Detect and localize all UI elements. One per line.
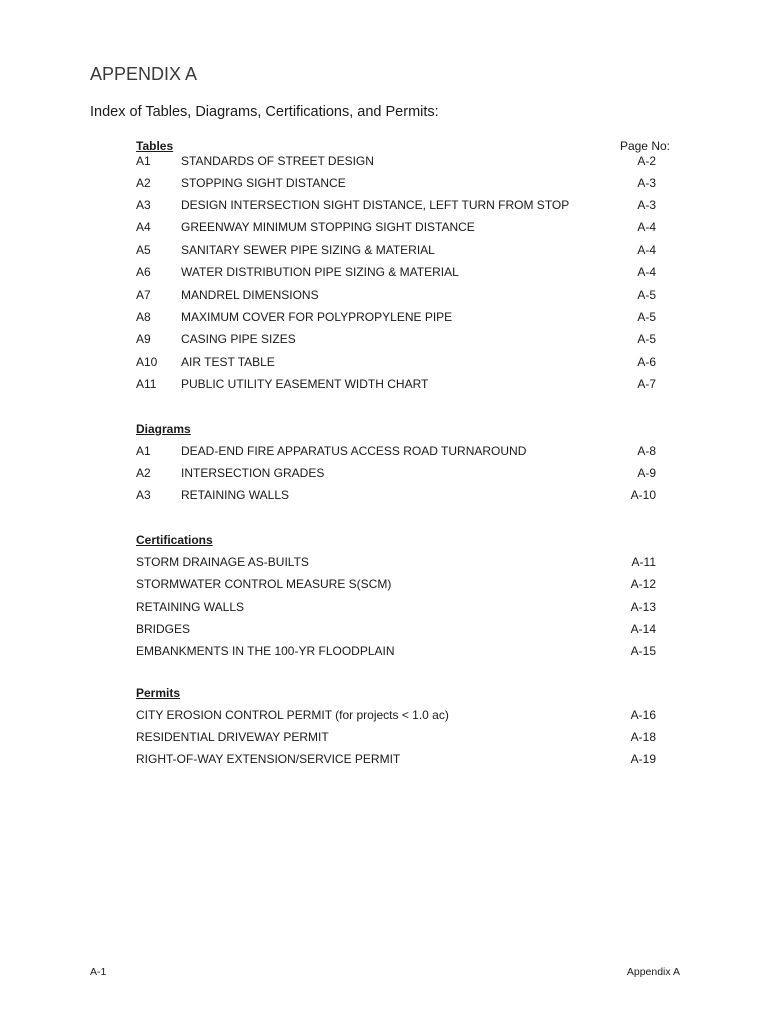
row-page: A-3 xyxy=(637,198,656,212)
row-page: A-4 xyxy=(637,243,656,257)
row-code: A8 xyxy=(136,310,151,324)
table-row xyxy=(136,243,670,259)
row-page: A-5 xyxy=(637,288,656,302)
page-title: APPENDIX A xyxy=(90,64,198,84)
row-code: A3 xyxy=(136,488,151,502)
table-row xyxy=(136,154,670,170)
row-title: DEAD-END FIRE APPARATUS ACCESS ROAD TURNAROUND xyxy=(181,444,527,458)
page-no-header: Page No: xyxy=(619,139,670,153)
row-code: A2 xyxy=(136,176,151,190)
row-title: RETAINING WALLS xyxy=(181,488,290,502)
table-row xyxy=(136,310,670,326)
row-title: SANITARY SEWER PIPE SIZING & MATERIAL xyxy=(181,243,435,257)
row-page: A-13 xyxy=(630,600,656,614)
certification-row xyxy=(136,555,670,571)
row-page: A-2 xyxy=(637,154,656,168)
table-row xyxy=(136,265,670,281)
row-title: CITY EROSION CONTROL PERMIT (for projects < 1.0 ac) xyxy=(136,708,449,722)
row-page: A-6 xyxy=(637,355,656,369)
row-page: A-5 xyxy=(637,310,656,324)
table-row xyxy=(136,220,670,236)
row-page: A-19 xyxy=(630,752,656,766)
certifications-heading: Certifications xyxy=(136,533,213,547)
row-code: A1 xyxy=(136,154,151,168)
row-title: RETAINING WALLS xyxy=(136,600,245,614)
row-code: A1 xyxy=(136,444,151,458)
row-code: A3 xyxy=(136,198,151,212)
row-title: STANDARDS OF STREET DESIGN xyxy=(181,154,374,168)
row-page: A-4 xyxy=(637,220,656,234)
row-code: A4 xyxy=(136,220,151,234)
footer-page-number: A-1 xyxy=(90,966,107,978)
permit-row xyxy=(136,708,670,724)
row-title: WATER DISTRIBUTION PIPE SIZING & MATERIAL xyxy=(181,265,459,279)
table-row xyxy=(136,176,670,192)
row-code: A6 xyxy=(136,265,151,279)
certification-row xyxy=(136,622,670,638)
row-title: BRIDGES xyxy=(136,622,191,636)
row-title: MAXIMUM COVER FOR POLYPROPYLENE PIPE xyxy=(181,310,453,324)
row-title: STORMWATER CONTROL MEASURE S(SCM) xyxy=(136,577,392,591)
table-row xyxy=(136,377,670,393)
row-title: STORM DRAINAGE AS-BUILTS xyxy=(136,555,309,569)
tables-heading: Tables xyxy=(136,139,174,153)
row-title: MANDREL DIMENSIONS xyxy=(181,288,319,302)
diagram-row xyxy=(136,488,670,504)
table-row xyxy=(136,198,670,214)
row-title: RIGHT-OF-WAY EXTENSION/SERVICE PERMIT xyxy=(136,752,401,766)
row-page: A-4 xyxy=(637,265,656,279)
row-title: DESIGN INTERSECTION SIGHT DISTANCE, LEFT TURN FROM STOP xyxy=(181,198,570,212)
row-title: STOPPING SIGHT DISTANCE xyxy=(181,176,346,190)
row-title: RESIDENTIAL DRIVEWAY PERMIT xyxy=(136,730,329,744)
row-title: PUBLIC UTILITY EASEMENT WIDTH CHART xyxy=(181,377,429,391)
row-page: A-16 xyxy=(630,708,656,722)
row-page: A-5 xyxy=(637,332,656,346)
row-code: A10 xyxy=(136,355,158,369)
row-title: AIR TEST TABLE xyxy=(181,355,275,369)
row-page: A-7 xyxy=(637,377,656,391)
permit-row xyxy=(136,752,670,768)
diagram-row xyxy=(136,466,670,482)
row-page: A-8 xyxy=(637,444,656,458)
diagram-row xyxy=(136,444,670,460)
permit-row xyxy=(136,730,670,746)
row-page: A-9 xyxy=(637,466,656,480)
row-code: A9 xyxy=(136,332,151,346)
row-code: A2 xyxy=(136,466,151,480)
row-page: A-18 xyxy=(630,730,656,744)
row-page: A-3 xyxy=(637,176,656,190)
row-page: A-12 xyxy=(630,577,656,591)
row-code: A7 xyxy=(136,288,151,302)
table-row xyxy=(136,288,670,304)
row-page: A-15 xyxy=(630,644,656,658)
permits-heading: Permits xyxy=(136,686,181,700)
table-row xyxy=(136,332,670,348)
row-code: A11 xyxy=(136,377,157,391)
certification-row xyxy=(136,577,670,593)
row-code: A5 xyxy=(136,243,151,257)
row-page: A-11 xyxy=(631,555,656,569)
certification-row xyxy=(136,644,670,660)
row-title: INTERSECTION GRADES xyxy=(181,466,325,480)
row-title: GREENWAY MINIMUM STOPPING SIGHT DISTANCE xyxy=(181,220,475,234)
index-subtitle: Index of Tables, Diagrams, Certifications, and Permits: xyxy=(90,104,439,120)
row-page: A-14 xyxy=(630,622,656,636)
row-page: A-10 xyxy=(630,488,656,502)
diagrams-heading: Diagrams xyxy=(136,422,191,436)
row-title: CASING PIPE SIZES xyxy=(181,332,296,346)
row-title: EMBANKMENTS IN THE 100-YR FLOODPLAIN xyxy=(136,644,395,658)
footer-section-name: Appendix A xyxy=(626,966,680,978)
table-row xyxy=(136,355,670,371)
certification-row xyxy=(136,600,670,616)
